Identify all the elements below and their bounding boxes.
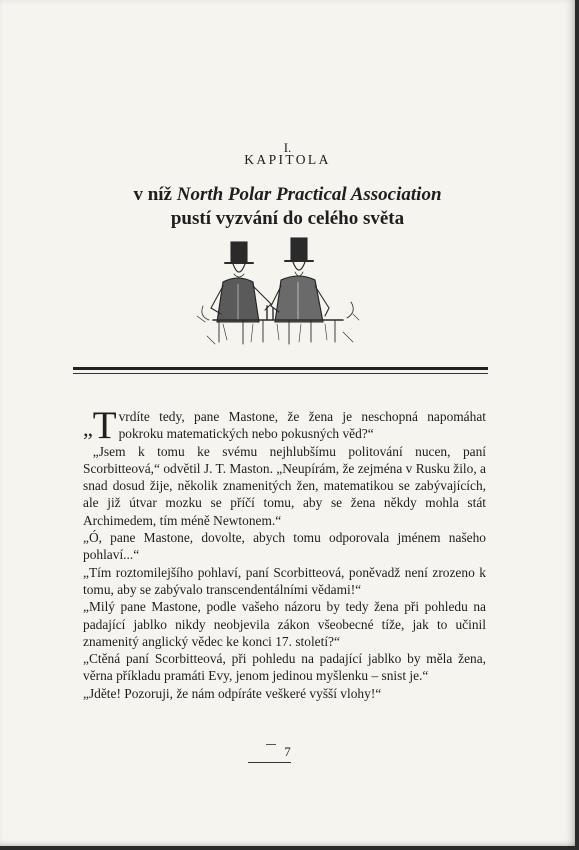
paragraph-1 xyxy=(83,404,486,447)
paragraph-5: „Milý pane Mastone, podle vašeho názoru by tedy žena při pohledu na padající jablko nikdy neobjevila zákon všeobecné tíže, jak to učinil znamenitý anglický vědec ke konci 17. století?“ xyxy=(83,599,486,649)
chapter-title-line1 xyxy=(0,183,575,207)
chapter-title-line2: pustí vyzvání do celého světa xyxy=(170,208,405,229)
paragraph-7: „Jděte! Pozoruji, že nám odpíráte veškeré vyšší vlohy!“ xyxy=(83,685,382,701)
paragraph-3: „Ó, pane Mastone, dovolte, abych tomu odporovala jménem našeho pohlaví...“ xyxy=(83,530,486,563)
chapter-number: I. xyxy=(283,140,292,155)
chapter-label: KAPITOLA xyxy=(244,152,331,167)
paragraph-6: „Ctěná paní Scorbitteová, při pohledu na padající jablko by měla žena, věrna příkladu pramáti Evy, jenom jedinou myšlenku – snist je.“ xyxy=(83,651,486,684)
opening-quote: „ xyxy=(83,416,93,441)
scan-edge-right xyxy=(575,0,579,850)
chapter-title-prefix: v níž xyxy=(133,184,177,205)
chapter-title-italic: North Polar Practical Association xyxy=(176,184,442,205)
paragraph-1-text: vrdíte tedy, pane Mastone, že žena je neschopná napomáhat pokroku matematických nebo pokusných věd?“ xyxy=(118,409,486,442)
paragraph-4: „Tím roztomilejšího pohlaví, paní Scorbitteová, poněvadž není zrozeno k tomu, aby se zabývalo transcendentálními vědami!“ xyxy=(83,564,486,597)
scan-edge-bottom xyxy=(0,846,579,850)
drop-cap: T xyxy=(92,404,117,447)
two-gentlemen-top-hats-engraving-icon xyxy=(193,236,363,348)
chapter-title xyxy=(0,183,575,231)
page-number: 7 xyxy=(284,744,291,759)
page-number-rule xyxy=(248,762,291,763)
divider-thin xyxy=(73,373,488,374)
divider-thick xyxy=(73,367,488,370)
chapter-body xyxy=(83,404,486,702)
paragraph-2: „Jsem k tomu ke svému nejhlubšímu politování nucen, paní Scorbitteová,“ odvětil J. T. Maston. „Neupírám, že zejména v Rusku žilo, a snad dosud žije, několik znamenitých žen, matematikou se zabývajících, ale již útvar mozku se příčí tomu, aby se žena někdy mohla stát Archimedem, tím méně Newtonem.“ xyxy=(83,443,486,528)
